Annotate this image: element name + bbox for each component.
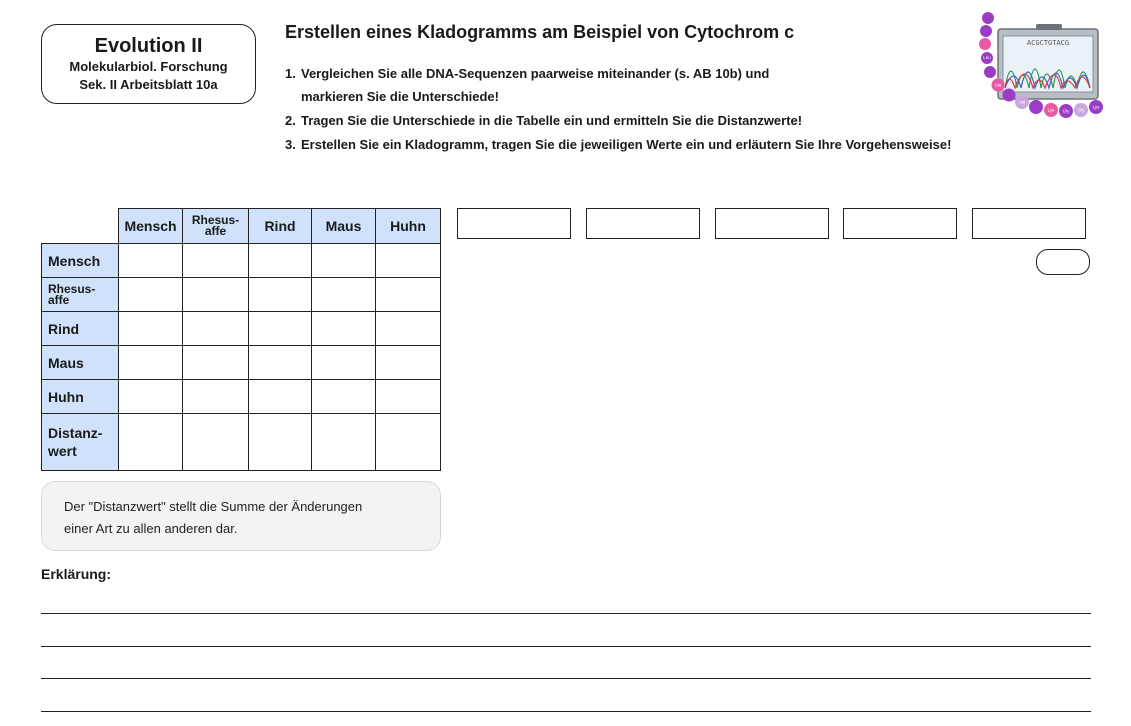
table-cell[interactable] [312,380,376,414]
col-header-huhn: Huhn [376,209,441,244]
amino-acid-bead [982,12,994,24]
answer-line-3[interactable] [41,678,1091,679]
table-header-row [42,209,441,244]
sequence-text: ACGCTGTACG [1026,39,1070,47]
row-header-rhesusaffe-line1: Rhesus- [48,281,96,296]
table-cell[interactable] [183,244,249,278]
table-cell[interactable] [312,244,376,278]
table-cell[interactable] [119,346,183,380]
task-1 [285,66,769,81]
table-cell[interactable] [312,312,376,346]
col-header-maus: Maus [312,209,376,244]
amino-acid-bead [1029,100,1043,114]
col-header-rind: Rind [249,209,312,244]
bead-label: Lys [1092,104,1100,110]
task-2-text: Tragen Sie die Unterschiede in die Tabelle ein und ermitteln Sie die Distanzwerte! [301,113,803,128]
answer-line-4[interactable] [41,711,1091,712]
task-2 [285,113,802,128]
table-cell[interactable] [376,278,441,312]
row-header-huhn: Huhn [42,380,119,414]
worksheet-subtitle: Molekularbiol. Forschung [69,59,228,74]
task-1-text: Vergleichen Sie alle DNA-Sequenzen paarweise miteinander (s. AB 10b) und [301,66,770,81]
bead-label: Val [1018,99,1026,105]
task-1-number: 1. [285,66,296,81]
col-header-mensch: Mensch [119,209,183,244]
sequencer-handle [1036,24,1062,30]
table-cell[interactable] [119,278,183,312]
table-cell[interactable] [376,380,441,414]
table-cell[interactable] [376,346,441,380]
dna-sequencing-illustration [978,12,1110,124]
cladogram-value-box[interactable] [1036,249,1090,275]
distance-note-box [41,481,441,551]
table-cell[interactable] [376,312,441,346]
table-corner [42,209,119,244]
note-line-1: Der "Distanzwert" stellt die Summe der Änderungen [64,499,363,514]
table-row-rind [42,312,441,346]
col-header-rhesusaffe [183,209,249,244]
amino-acid-bead [984,66,996,78]
table-row-distanzwert [42,414,441,471]
table-cell[interactable] [183,380,249,414]
table-cell[interactable] [119,312,183,346]
table-cell[interactable] [183,414,249,471]
cladogram-label-box-3[interactable] [715,208,829,239]
row-header-distanzwert-line2: wert [48,443,77,459]
cladogram-label-box-5[interactable] [972,208,1086,239]
row-header-rhesusaffe [42,278,119,312]
table-cell[interactable] [119,414,183,471]
table-cell[interactable] [183,312,249,346]
table-cell[interactable] [376,244,441,278]
task-2-number: 2. [285,113,296,128]
row-header-rind: Rind [42,312,119,346]
table-cell[interactable] [183,346,249,380]
task-1-continuation: markieren Sie die Unterschiede! [301,89,499,104]
table-row-huhn [42,380,441,414]
cladogram-label-box-2[interactable] [586,208,700,239]
col-header-rhesusaffe-line1: Rhesus- [191,213,240,227]
table-row-rhesusaffe [42,278,441,312]
table-row-mensch [42,244,441,278]
amino-acid-bead [1003,89,1016,102]
table-cell[interactable] [249,346,312,380]
amino-acid-bead [980,25,992,37]
table-cell[interactable] [119,380,183,414]
distance-table [41,208,441,471]
worksheet-title: Evolution II [94,35,203,57]
table-cell[interactable] [249,414,312,471]
table-cell[interactable] [249,380,312,414]
worksheet-header-box [41,24,256,104]
table-row-maus [42,346,441,380]
row-header-distanzwert [42,414,119,471]
bead-label: Gly [1077,107,1085,113]
table-cell[interactable] [119,244,183,278]
table-cell[interactable] [183,278,249,312]
row-header-rhesusaffe-line2: affe [48,292,70,307]
bead-label: Ala [994,82,1002,88]
cladogram-label-box-1[interactable] [457,208,571,239]
col-header-rhesusaffe-line2: affe [204,224,227,238]
answer-line-1[interactable] [41,613,1091,614]
row-header-distanzwert-line1: Distanz- [48,425,103,441]
bead-label: Gly [1062,108,1070,114]
table-cell[interactable] [249,244,312,278]
worksheet-sheet-number: Sek. II Arbeitsblatt 10a [79,77,218,92]
table-cell[interactable] [312,346,376,380]
table-cell[interactable] [312,278,376,312]
bead-label: Leu [983,55,991,60]
task-3-number: 3. [285,137,296,152]
answer-line-2[interactable] [41,646,1091,647]
note-line-2: einer Art zu allen anderen dar. [64,521,238,536]
task-3 [285,137,951,152]
cladogram-label-box-4[interactable] [843,208,957,239]
row-header-mensch: Mensch [42,244,119,278]
table-cell[interactable] [312,414,376,471]
table-cell[interactable] [249,278,312,312]
main-title: Erstellen eines Kladogramms am Beispiel von Cytochrom c [285,22,795,42]
table-cell[interactable] [249,312,312,346]
table-cell[interactable] [376,414,441,471]
row-header-maus: Maus [42,346,119,380]
amino-acid-bead [979,38,991,50]
explanation-label: Erklärung: [41,566,112,582]
task-3-text: Erstellen Sie ein Kladogramm, tragen Sie die jeweiligen Werte ein und erläutern Sie Ihre Vorgehensweise! [301,137,952,152]
bead-label: Lys [1047,107,1055,113]
